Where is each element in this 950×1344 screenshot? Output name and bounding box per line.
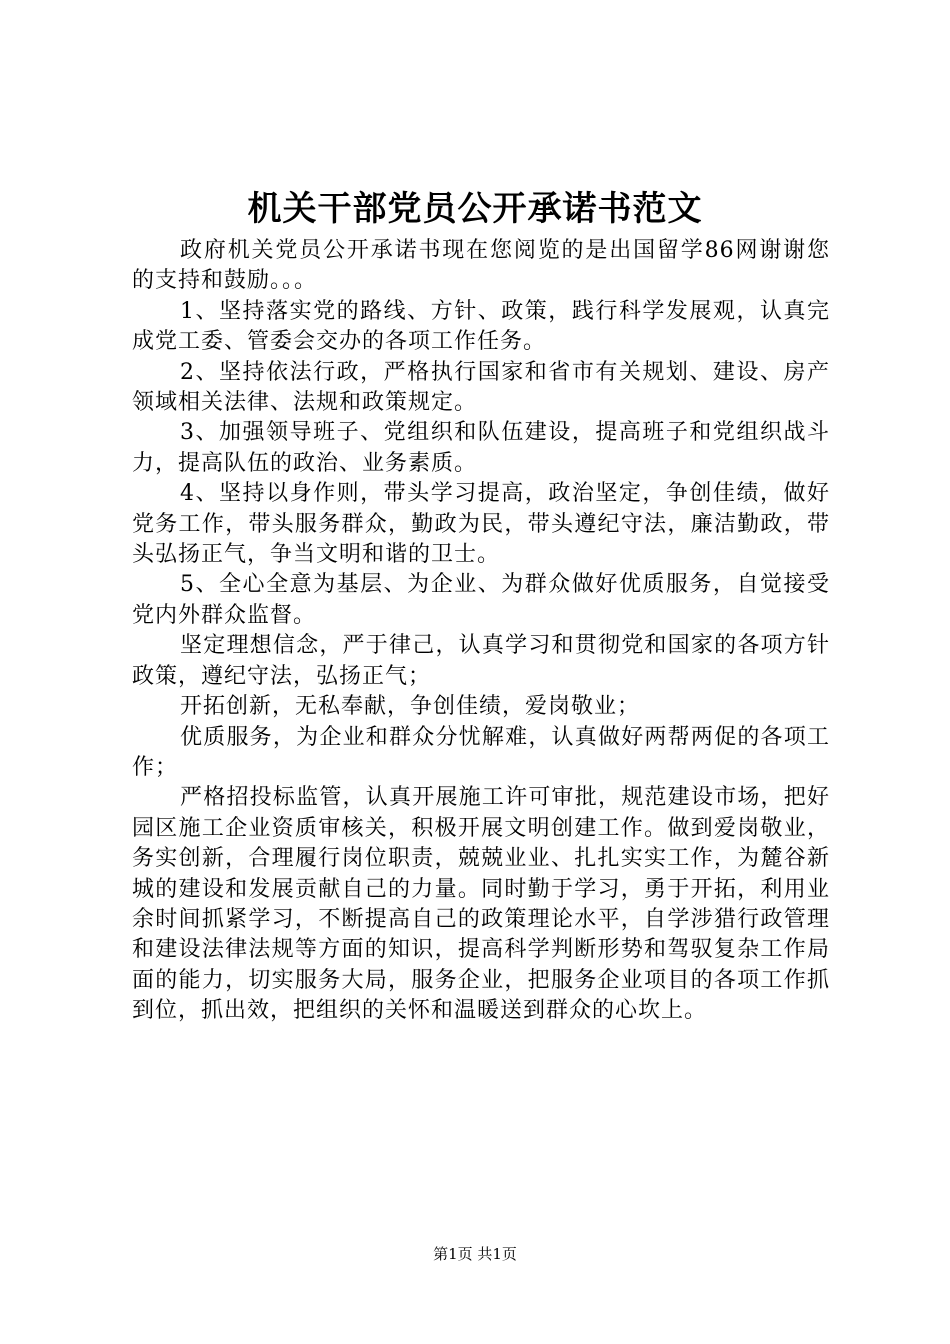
paragraph-item-1: 1、坚持落实党的路线、方针、政策，践行科学发展观，认真完成党工委、管委会交办的各项工作任务。 — [132, 298, 830, 355]
paragraph-commitment-3: 优质服务，为企业和群众分忧解难，认真做好两帮两促的各项工作； — [132, 724, 830, 780]
paragraph-commitment-4: 严格招投标监管，认真开展施工许可审批，规范建设市场，把好园区施工企业资质审核关，积极开展文明创建工作。做到爱岗敬业，务实创新，合理履行岗位职责，兢兢业业、扎扎实实工作，为麓谷新城的建设和发展贡献自己的力量。同时勤于学习，勇于开拓，利用业余时间抓紧学习，不断提高自己的政策理论水平，自学涉猎行政管理和建设法律法规等方面的知识，提高科学判断形势和驾驭复杂工作局面的能力，切实服务大局，服务企业，把服务企业项目的各项工作抓到位，抓出效，把组织的关怀和温暖送到群众的心坎上。 — [132, 785, 830, 1024]
document-title: 机关干部党员公开承诺书范文 — [247, 189, 703, 229]
paragraph-item-2: 2、坚持依法行政，严格执行国家和省市有关规划、建设、房产领域相关法律、法规和政策规定。 — [132, 359, 830, 416]
document-body — [132, 236, 830, 1027]
paragraph-item-4: 4、坚持以身作则，带头学习提高，政治坚定，争创佳绩，做好党务工作，带头服务群众，勤政为民，带头遵纪守法，廉洁勤政，带头弘扬正气，争当文明和谐的卫士。 — [132, 481, 830, 568]
paragraph-item-5: 5、全心全意为基层、为企业、为群众做好优质服务，自觉接受党内外群众监督。 — [132, 572, 830, 628]
paragraph-item-3: 3、加强领导班子、党组织和队伍建设，提高班子和党组织战斗力，提高队伍的政治、业务素质。 — [132, 420, 830, 476]
paragraph-commitment-2: 开拓创新，无私奉献，争创佳绩，爱岗敬业； — [180, 694, 641, 720]
paragraph-commitment-1: 坚定理想信念，严于律己，认真学习和贯彻党和国家的各项方针政策，遵纪守法，弘扬正气； — [132, 633, 830, 689]
paragraph-intro: 政府机关党员公开承诺书现在您阅览的是出国留学86网谢谢您的支持和鼓励。。。 — [132, 238, 830, 294]
page-footer: 第1页 共1页 — [433, 1245, 517, 1263]
